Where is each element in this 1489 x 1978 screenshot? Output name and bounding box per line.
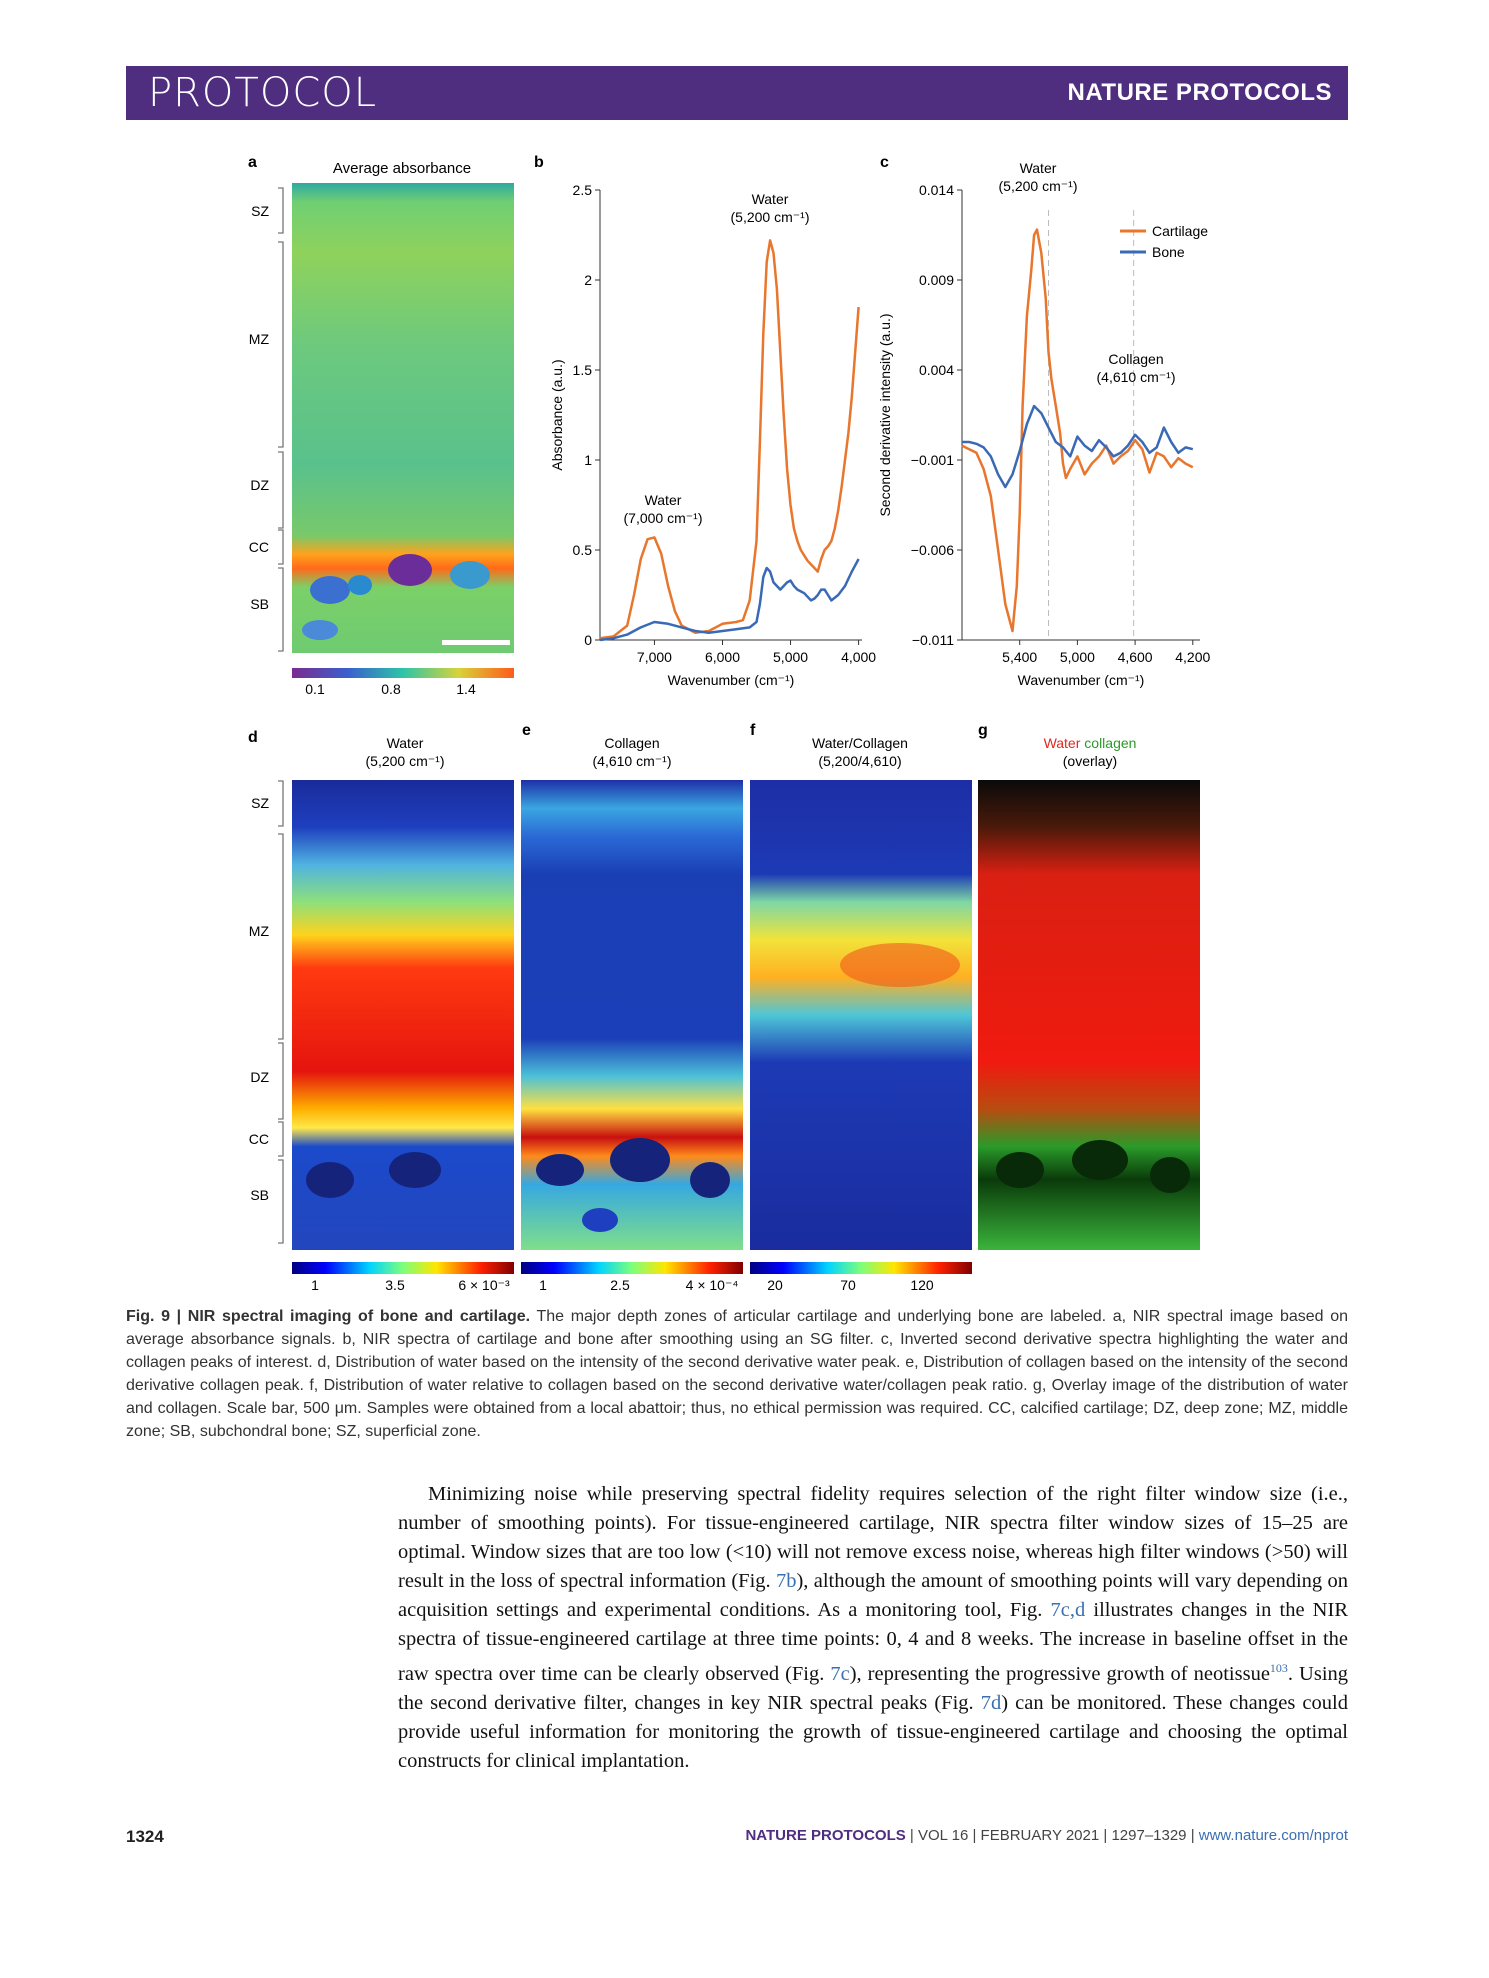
body-text-segment: ), although the amount of smoothing points will vary depending on acquisition settings and experimental conditions. As a monitoring tool, Fig. xyxy=(398,1570,1348,1621)
x-tick-label: 4,600 xyxy=(1117,649,1153,665)
zone-label-mz: MZ xyxy=(248,923,269,939)
x-tick-label: 5,400 xyxy=(1002,649,1038,665)
zone-labels-bottom xyxy=(278,781,283,1243)
series-line-bone xyxy=(962,406,1193,487)
series-line-cartilage xyxy=(962,230,1193,631)
footer-journal: NATURE PROTOCOLS xyxy=(745,1827,906,1844)
y-tick-label: −0.001 xyxy=(910,452,954,468)
colorbar-tick: 1.4 xyxy=(456,681,476,697)
colorbar-e xyxy=(521,1262,743,1274)
panel-label-f: f xyxy=(750,722,756,739)
y-tick-label: 2.5 xyxy=(572,182,592,198)
x-tick-label: 6,000 xyxy=(704,649,741,665)
caption-lead: Fig. 9 | NIR spectral imaging of bone and cartilage. xyxy=(126,1308,531,1325)
panel-f-subtitle: (5,200/4,610) xyxy=(818,753,902,769)
legend-entry: Cartilage xyxy=(1152,223,1209,239)
page-number: 1324 xyxy=(126,1827,164,1846)
overlay-collagen-label: collagen xyxy=(1084,735,1137,751)
legend-entry: Bone xyxy=(1152,244,1185,260)
colorbar-tick: 6 × 10⁻³ xyxy=(458,1277,510,1293)
hotspot xyxy=(840,943,960,987)
colorbar-tick: 0.1 xyxy=(305,681,325,697)
zone-label-cc: CC xyxy=(248,1131,269,1147)
figure-ref-link[interactable]: 7b xyxy=(775,1570,797,1592)
x-tick-label: 4,000 xyxy=(841,649,877,665)
bone-cavity xyxy=(582,1208,618,1232)
colorbar-tick: 0.8 xyxy=(381,681,401,697)
panel-label-g: g xyxy=(978,722,988,739)
annotation-label: Water xyxy=(1019,160,1057,176)
bone-cavity xyxy=(1072,1140,1128,1180)
section-label: PROTOCOL xyxy=(148,70,378,116)
x-axis-label: Wavenumber (cm⁻¹) xyxy=(1017,672,1145,688)
colorbar-tick: 3.5 xyxy=(385,1277,405,1293)
panel-label-d: d xyxy=(248,729,258,746)
bone-cavity xyxy=(450,561,490,589)
zone-label-mz: MZ xyxy=(248,331,269,347)
colorbar-tick: 20 xyxy=(767,1277,783,1293)
series-line-cartilage xyxy=(600,240,859,638)
y-tick-label: 0.009 xyxy=(918,272,954,288)
panel-d-title: Water xyxy=(386,735,424,751)
y-tick-label: 0.5 xyxy=(572,542,592,558)
colorbar-d xyxy=(292,1262,514,1274)
bone-cavity xyxy=(1150,1157,1190,1193)
panel-f-title: Water/Collagen xyxy=(812,735,908,751)
y-tick-label: 1 xyxy=(584,452,592,468)
annotation-label: Water xyxy=(751,191,789,207)
caption-text: The major depth zones of articular cartilage and underlying bone are labeled. a, NIR spectral image based on average absorbance signals. b, NIR spectra of cartilage and bone after smoothing using an SG filter. c, Inverted second derivative spectra highlighting the water and collagen peaks of interest. d, Distribution of water based on the intensity of the second derivative water peak. e, Distribution of collagen based on the intensity of the second derivative collagen peak. f, Distribution of water relative to collagen based on the second derivative water/collagen peak ratio. g, Overlay image of the distribution of water and collagen. Scale bar, 500 μm. Samples were obtained from a local abattoir; thus, no ethical permission was required. CC, calcified cartilage; DZ, deep zone; MZ, middle zone; SB, subchondral bone; SZ, superficial zone. xyxy=(126,1308,1348,1440)
panel-d-subtitle: (5,200 cm⁻¹) xyxy=(365,753,445,769)
bone-cavity xyxy=(310,576,350,604)
annotation-label: (5,200 cm⁻¹) xyxy=(730,209,810,225)
panel-label-a: a xyxy=(248,154,257,171)
x-tick-label: 5,000 xyxy=(1059,649,1095,665)
body-paragraph xyxy=(398,1480,1348,1776)
zone-label-sb: SB xyxy=(250,1187,269,1203)
colorbar-a xyxy=(292,668,514,678)
colorbar-tick: 70 xyxy=(840,1277,856,1293)
y-tick-label: −0.006 xyxy=(910,542,954,558)
footer-citation xyxy=(745,1827,1348,1844)
panel-label-c: c xyxy=(880,154,889,171)
panel-a-title: Average absorbance xyxy=(332,160,472,177)
x-tick-label: 4,200 xyxy=(1175,649,1211,665)
y-tick-label: 0.014 xyxy=(918,182,954,198)
panel-g-subtitle: (overlay) xyxy=(1062,753,1118,769)
y-axis-label: Absorbance (a.u.) xyxy=(549,359,565,471)
x-tick-label: 7,000 xyxy=(636,649,672,665)
citation-link[interactable]: 103 xyxy=(1269,1661,1288,1675)
footer-url[interactable]: www.nature.com/nprot xyxy=(1198,1827,1348,1844)
colorbar-f xyxy=(750,1262,972,1274)
scale-bar xyxy=(442,640,510,645)
panel-e-title: Collagen xyxy=(604,735,660,751)
zone-labels-top xyxy=(278,188,283,651)
annotation-label: Water xyxy=(644,492,682,508)
colorbar-tick: 1 xyxy=(311,1277,319,1293)
bone-cavity xyxy=(610,1138,670,1182)
x-axis-label: Wavenumber (cm⁻¹) xyxy=(667,672,795,688)
zone-label-cc: CC xyxy=(248,539,269,555)
bone-cavity xyxy=(690,1162,730,1198)
bone-cavity xyxy=(536,1154,584,1186)
x-tick-label: 5,000 xyxy=(773,649,809,665)
journal-name: NATURE PROTOCOLS xyxy=(1067,79,1332,106)
colorbar-tick: 2.5 xyxy=(610,1277,630,1293)
body-text-segment: ) can be monitored. These changes could provide useful information for monitoring the growth of tissue-engineered cartilage and choosing the optimal constructs for clinical implantation. xyxy=(398,1691,1348,1772)
panel-g-title xyxy=(1044,735,1137,751)
bone-cavity xyxy=(388,554,432,586)
overlay-water-label: Water xyxy=(1043,735,1081,751)
colorbar-tick: 1 xyxy=(539,1277,547,1293)
annotation-label: (4,610 cm⁻¹) xyxy=(1096,369,1176,385)
panel-e-subtitle: (4,610 cm⁻¹) xyxy=(592,753,672,769)
y-tick-label: 0 xyxy=(584,632,592,648)
chart-c xyxy=(877,160,1211,688)
footer-details: | VOL 16 | FEBRUARY 2021 | 1297–1329 | xyxy=(905,1827,1199,1844)
zone-label-dz: DZ xyxy=(250,1069,269,1085)
figure-ref-link[interactable]: 7c,d xyxy=(1050,1599,1086,1621)
figure-ref-link[interactable]: 7c xyxy=(830,1662,850,1685)
panel-label-e: e xyxy=(522,722,531,739)
water-collagen-ratio-image xyxy=(750,780,972,1250)
zone-label-sb: SB xyxy=(250,596,269,612)
chart-b xyxy=(549,182,876,688)
bone-cavity xyxy=(302,620,338,640)
body-text-segment: ), representing the progressive growth of neotissue xyxy=(849,1662,1270,1685)
figure-caption xyxy=(126,1305,1348,1443)
zone-label-dz: DZ xyxy=(250,477,269,493)
figure-ref-link[interactable]: 7d xyxy=(980,1691,1002,1714)
y-tick-label: −0.011 xyxy=(911,632,954,648)
bone-cavity xyxy=(306,1162,354,1198)
colorbar-tick: 120 xyxy=(910,1277,934,1293)
zone-label-sz: SZ xyxy=(251,203,269,219)
y-tick-label: 2 xyxy=(584,272,592,288)
bone-cavity xyxy=(996,1152,1044,1188)
annotation-label: Collagen xyxy=(1108,351,1164,367)
panel-label-b: b xyxy=(534,154,544,171)
annotation-label: (7,000 cm⁻¹) xyxy=(623,510,703,526)
bone-cavity xyxy=(348,575,372,595)
y-tick-label: 1.5 xyxy=(572,362,592,378)
colorbar-tick: 4 × 10⁻⁴ xyxy=(685,1277,739,1293)
body-text-segment: Minimizing noise while preserving spectral fidelity requires selection of the right filter window size (i.e., number of smoothing points). For tissue-engineered cartilage, NIR spectra filter window sizes of 15–25 are optimal. Window sizes that are too low (<10) will not remove excess noise, whereas high filter windows (>50) will result in the loss of spectral information (Fig. xyxy=(398,1483,1348,1592)
annotation-label: (5,200 cm⁻¹) xyxy=(998,178,1078,194)
body-text-segment: . Using the second derivative filter, changes in key NIR spectral peaks (Fig. xyxy=(398,1662,1349,1714)
y-tick-label: 0.004 xyxy=(918,362,954,378)
zone-label-sz: SZ xyxy=(251,795,269,811)
bone-cavity xyxy=(389,1152,441,1188)
y-axis-label: Second derivative intensity (a.u.) xyxy=(877,313,893,517)
body-text-segment: illustrates changes in the NIR spectra of tissue-engineered cartilage at three time points: 0, 4 and 8 weeks. The increase in baseline offset in the raw spectra over time can be clearly observed (Fig. xyxy=(398,1599,1348,1685)
